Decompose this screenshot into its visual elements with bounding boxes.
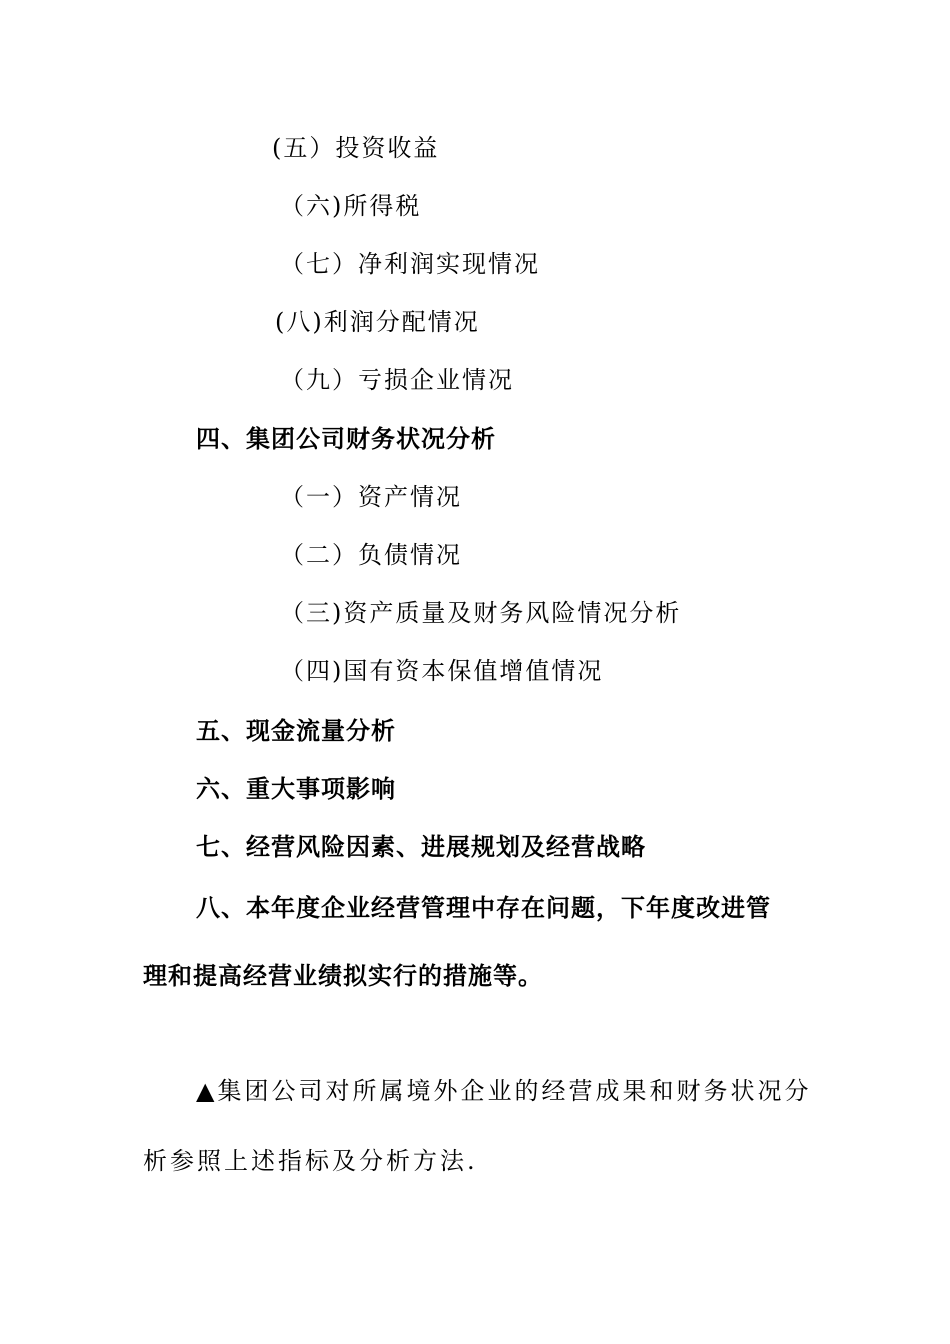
section-heading-major-events: 六、重大事项影响 — [196, 775, 396, 803]
sub-item-state-capital: （四)国有资本保值增值情况 — [280, 657, 604, 685]
sub-item-income-tax: （六)所得税 — [280, 192, 422, 220]
sub-item-loss-enterprises: （九）亏损企业情况 — [280, 366, 514, 394]
sub-item-profit-distribution: (八)利润分配情况 — [275, 308, 480, 336]
sub-item-net-profit: （七）净利润实现情况 — [280, 250, 540, 278]
sub-item-assets: （一）资产情况 — [280, 483, 462, 511]
sub-item-liabilities: （二）负债情况 — [280, 541, 462, 569]
sub-item-asset-quality: （三)资产质量及财务风险情况分析 — [280, 599, 682, 627]
section-heading-financial-status: 四、集团公司财务状况分析 — [196, 425, 496, 453]
note-paragraph-line1: ▲集团公司对所属境外企业的经营成果和财务状况分 — [196, 1077, 812, 1105]
section-heading-problems-line1: 八、本年度企业经营管理中存在问题，下年度改进管 — [196, 894, 771, 922]
sub-item-investment-income: (五）投资收益 — [272, 134, 440, 162]
note-paragraph-line2: 析参照上述指标及分析方法. — [143, 1147, 478, 1175]
section-heading-cash-flow: 五、现金流量分析 — [196, 717, 396, 745]
section-heading-business-risk: 七、经营风险因素、进展规划及经营战略 — [196, 833, 646, 861]
section-heading-problems-line2: 理和提高经营业绩拟实行的措施等。 — [143, 962, 543, 990]
